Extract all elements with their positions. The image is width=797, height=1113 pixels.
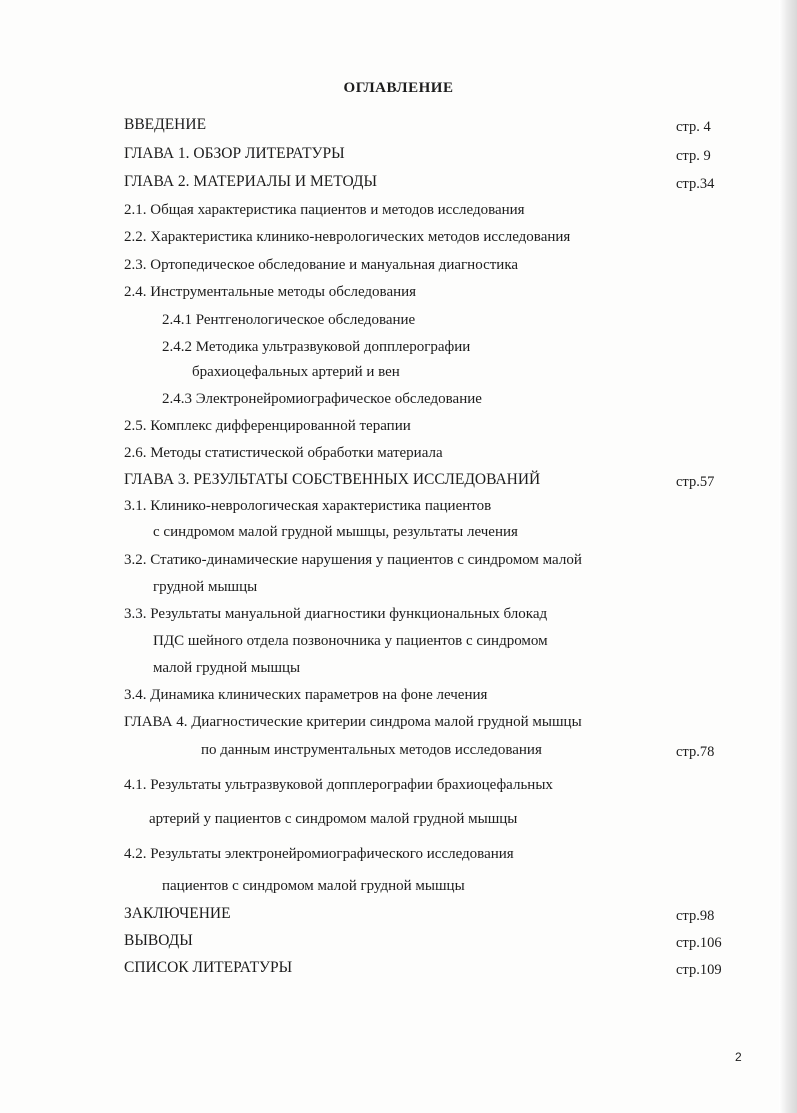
- toc-entry-3-3-cont-2: малой грудной мышцы: [153, 660, 301, 676]
- toc-entry-4-1-cont: артерий у пациентов с синдромом малой грудной мышцы: [149, 811, 518, 827]
- toc-entry-chapter-3: ГЛАВА 3. РЕЗУЛЬТАТЫ СОБСТВЕННЫХ ИССЛЕДОВАНИЙ: [124, 471, 541, 488]
- toc-entry-2-4-2: 2.4.2 Методика ультразвуковой допплерографии: [162, 339, 471, 355]
- toc-entry-2-4-2-cont: брахиоцефальных артерий и вен: [192, 364, 400, 380]
- toc-page-chapter-4: стр.78: [676, 744, 715, 760]
- toc-page-chapter-2: стр.34: [676, 176, 715, 192]
- toc-entry-chapter-4: ГЛАВА 4. Диагностические критерии синдрома малой грудной мышцы: [124, 714, 582, 730]
- page-number: 2: [735, 1050, 742, 1064]
- toc-title: ОГЛАВЛЕНИЕ: [343, 80, 454, 96]
- toc-entry-chapter-4-cont: по данным инструментальных методов исследования: [201, 742, 542, 758]
- toc-entry-3-3: 3.3. Результаты мануальной диагностики функциональных блокад: [124, 606, 548, 622]
- toc-entry-3-1-cont: с синдромом малой грудной мышцы, результаты лечения: [153, 524, 518, 540]
- toc-entry-4-1: 4.1. Результаты ультразвуковой допплерографии брахиоцефальных: [124, 777, 553, 793]
- toc-entry-2-5: 2.5. Комплекс дифференцированной терапии: [124, 418, 411, 434]
- toc-entry-4-2-cont: пациентов с синдромом малой грудной мышцы: [162, 878, 465, 894]
- toc-entry-2-2: 2.2. Характеристика клинико-неврологических методов исследования: [124, 229, 571, 245]
- toc-entry-3-2: 3.2. Статико-динамические нарушения у пациентов с синдромом малой: [124, 552, 582, 568]
- toc-entry-chapter-2: ГЛАВА 2. МАТЕРИАЛЫ И МЕТОДЫ: [124, 173, 377, 190]
- toc-entry-2-1: 2.1. Общая характеристика пациентов и методов исследования: [124, 202, 525, 218]
- toc-entry-findings: ВЫВОДЫ: [124, 932, 193, 949]
- toc-entry-3-2-cont: грудной мышцы: [153, 579, 258, 595]
- toc-entry-3-4: 3.4. Динамика клинических параметров на фоне лечения: [124, 687, 488, 703]
- toc-entry-3-3-cont-1: ПДС шейного отдела позвоночника у пациентов с синдромом: [153, 633, 548, 649]
- toc-page-findings: стр.106: [676, 935, 722, 951]
- page-edge-shadow: [779, 0, 797, 1113]
- toc-page-chapter-1: стр. 9: [676, 148, 711, 164]
- toc-entry-2-4: 2.4. Инструментальные методы обследования: [124, 284, 417, 300]
- toc-page-chapter-3: стр.57: [676, 474, 715, 490]
- toc-entry-4-2: 4.2. Результаты электронейромиографического исследования: [124, 846, 514, 862]
- toc-entry-3-1: 3.1. Клинико-неврологическая характеристика пациентов: [124, 498, 492, 514]
- toc-entry-conclusion: ЗАКЛЮЧЕНИЕ: [124, 905, 231, 922]
- toc-entry-2-4-1: 2.4.1 Рентгенологическое обследование: [162, 312, 416, 328]
- toc-entry-2-6: 2.6. Методы статистической обработки материала: [124, 445, 443, 461]
- toc-page-references: стр.109: [676, 962, 722, 978]
- toc-entry-references: СПИСОК ЛИТЕРАТУРЫ: [124, 959, 293, 976]
- toc-entry-2-3: 2.3. Ортопедическое обследование и мануальная диагностика: [124, 257, 519, 273]
- toc-page-conclusion: стр.98: [676, 908, 715, 924]
- toc-page-introduction: стр. 4: [676, 119, 711, 135]
- toc-entry-introduction: ВВЕДЕНИЕ: [124, 116, 207, 133]
- toc-entry-chapter-1: ГЛАВА 1. ОБЗОР ЛИТЕРАТУРЫ: [124, 145, 345, 162]
- toc-entry-2-4-3: 2.4.3 Электронейромиографическое обследование: [162, 391, 482, 407]
